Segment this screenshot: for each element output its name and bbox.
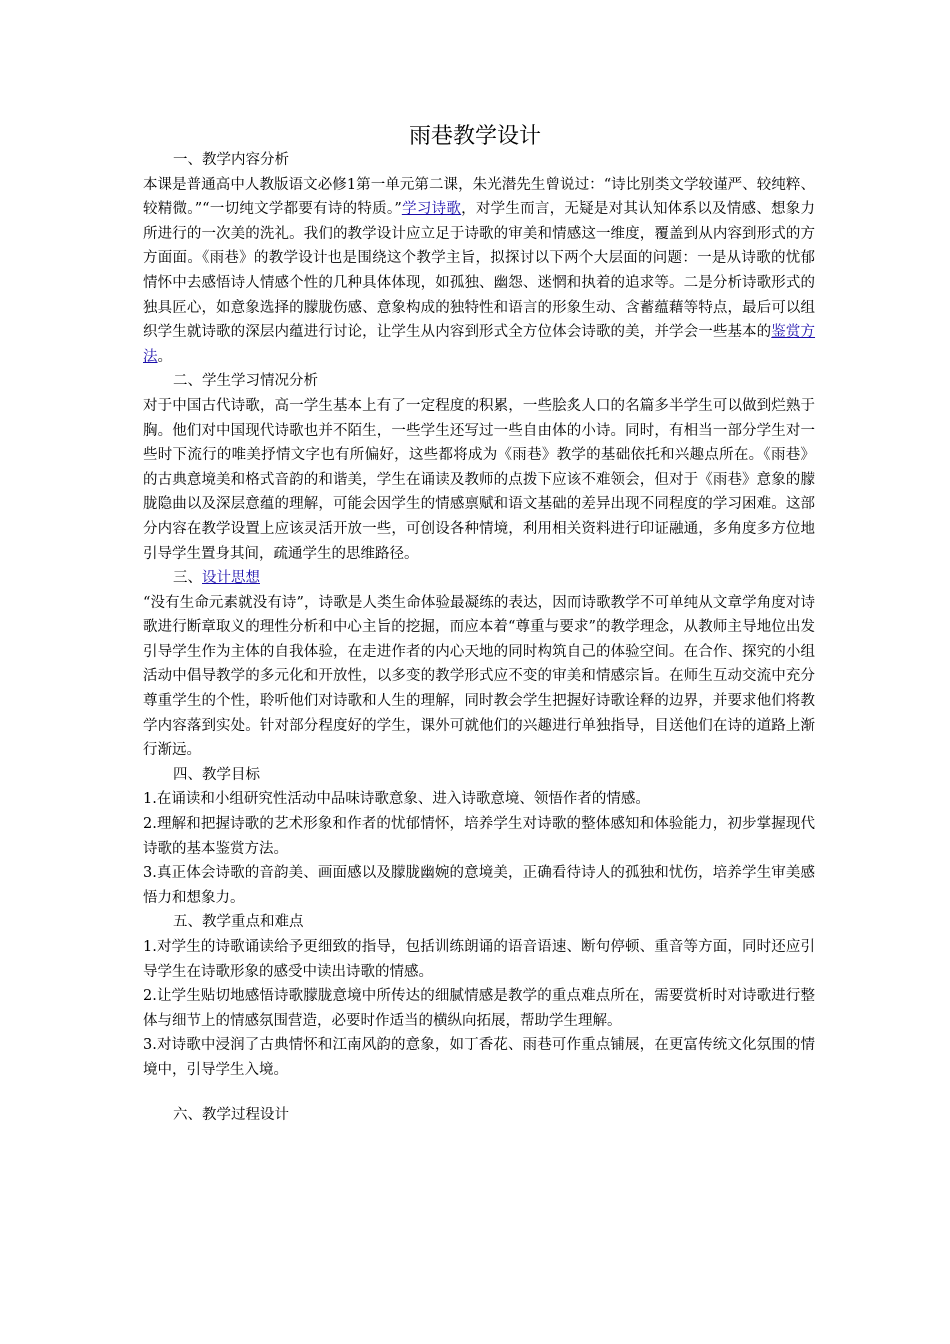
key-point-item-2: 2.让学生贴切地感悟诗歌朦胧意境中所传达的细腻情感是教学的重点难点所在，需要赏析时对诗歌进行整体与细节上的情感氛围营造，必要时作适当的横纵向拓展，帮助学生理解。 <box>143 988 815 1029</box>
section-6-heading: 六、教学过程设计 <box>173 1106 289 1123</box>
key-point-item-1: 1.对学生的诗歌诵读给予更细致的指导，包括训练朗诵的语音语速、断句停顿、重音等方面，同时还应引导学生在诗歌形象的感受中读出诗歌的情感。 <box>143 939 815 980</box>
section-1-text-a: 本课是普通高中人教版语文必修1第一单元第二课，朱光潜先生曾说过：“诗比别类文学较谨严、较纯粹、较精微。”“一切纯文学都要有诗的特质。” <box>143 176 815 218</box>
section-1-text-c: 。 <box>157 348 172 365</box>
section-1-paragraph <box>143 173 815 370</box>
section-4-heading: 四、教学目标 <box>173 766 260 783</box>
section-3-heading-prefix: 三、 <box>173 570 202 587</box>
blank-line <box>143 1083 815 1103</box>
appreciation-method-link[interactable]: 鉴赏方法 <box>143 324 816 365</box>
study-poetry-link[interactable]: 学习诗歌 <box>401 201 462 218</box>
section-3-paragraph: “没有生命元素就没有诗”，诗歌是人类生命体验最凝练的表达，因而诗歌教学不可单纯从文章学角度对诗歌进行断章取义的理性分析和中心主旨的挖掘，而应本着“尊重与要求”的教学理念，从教师主导地位出发引导学生作为主体的自我体验，在走进作者的内心天地的同时构筑自己的体验空间。在合作、探究的小组活动中倡导教学的多元化和开放性，以多变的教学形式应不变的审美和情感宗旨。在师生互动交流中充分尊重学生的个性，聆听他们对诗歌和人生的理解，同时教会学生把握好诗歌诠释的边界，并要求他们将教学内容落到实处。针对部分程度好的学生，课外可就他们的兴趣进行单独指导，目送他们在诗的道路上渐行渐远。 <box>143 594 815 759</box>
key-point-item-3: 3.对诗歌中浸润了古典情怀和江南风韵的意象，如丁香花、雨巷可作重点铺展，在更富传统文化氛围的情境中，引导学生入境。 <box>143 1037 815 1078</box>
design-idea-link[interactable]: 设计思想 <box>202 570 260 587</box>
section-1-heading: 一、教学内容分析 <box>173 152 289 168</box>
goal-item-2: 2.理解和把握诗歌的艺术形象和作者的忧郁情怀，培养学生对诗歌的整体感知和体验能力，初步掌握现代诗歌的基本鉴赏方法。 <box>143 816 815 857</box>
section-3-heading <box>143 566 815 591</box>
document-title: 雨巷教学设计 <box>408 124 541 149</box>
section-2-paragraph: 对于中国古代诗歌，高一学生基本上有了一定程度的积累，一些脍炙人口的名篇多半学生可以做到烂熟于胸。他们对中国现代诗歌也并不陌生，一些学生还写过一些自由体的小诗。同时，有相当一部分学生对一些时下流行的唯美抒情文字也有所偏好，这些都将成为《雨巷》教学的基础依托和兴趣点所在。《雨巷》的古典意境美和格式音韵的和谐美，学生在诵读及教师的点拨下应该不难领会，但对于《雨巷》意象的朦胧隐曲以及深层意蕴的理解，可能会因学生的情感禀赋和语文基础的差异出现不同程度的学习困难。这部分内容在教学设置上应该灵活开放一些，可创设各种情境，利用相关资料进行印证融通，多角度多方位地引导学生置身其间，疏通学生的思维路径。 <box>143 397 815 562</box>
section-5-heading: 五、教学重点和难点 <box>173 914 304 931</box>
goal-item-3: 3.真正体会诗歌的音韵美、画面感以及朦胧幽婉的意境美，正确看待诗人的孤独和忧伤，培养学生审美感悟力和想象力。 <box>143 865 815 906</box>
section-1-text-b: ，对学生而言，无疑是对其认知体系以及情感、想象力所进行的一次美的洗礼。我们的教学设计应立足于诗歌的审美和情感这一维度，覆盖到从内容到形式的方方面面。《雨巷》的教学设计也是围绕这个教学主旨，拟探讨以下两个大层面的问题：一是从诗歌的忧郁情怀中去感悟诗人情感个性的几种具体体现，如孤独、幽怨、迷惘和执着的追求等。二是分析诗歌形式的独具匠心，如意象选择的朦胧伤感、意象构成的独特性和语言的形象生动、含蓄蕴藉等特点，最后可以组织学生就诗歌的深层内蕴进行讨论，让学生从内容到形式全方位体会诗歌的美，并学会一些基本的 <box>143 201 815 341</box>
document-body <box>143 148 815 1127</box>
goal-item-1: 1.在诵读和小组研究性活动中品味诗歌意象、进入诗歌意境、领悟作者的情感。 <box>143 791 650 808</box>
section-2-heading: 二、学生学习情况分析 <box>173 373 318 390</box>
